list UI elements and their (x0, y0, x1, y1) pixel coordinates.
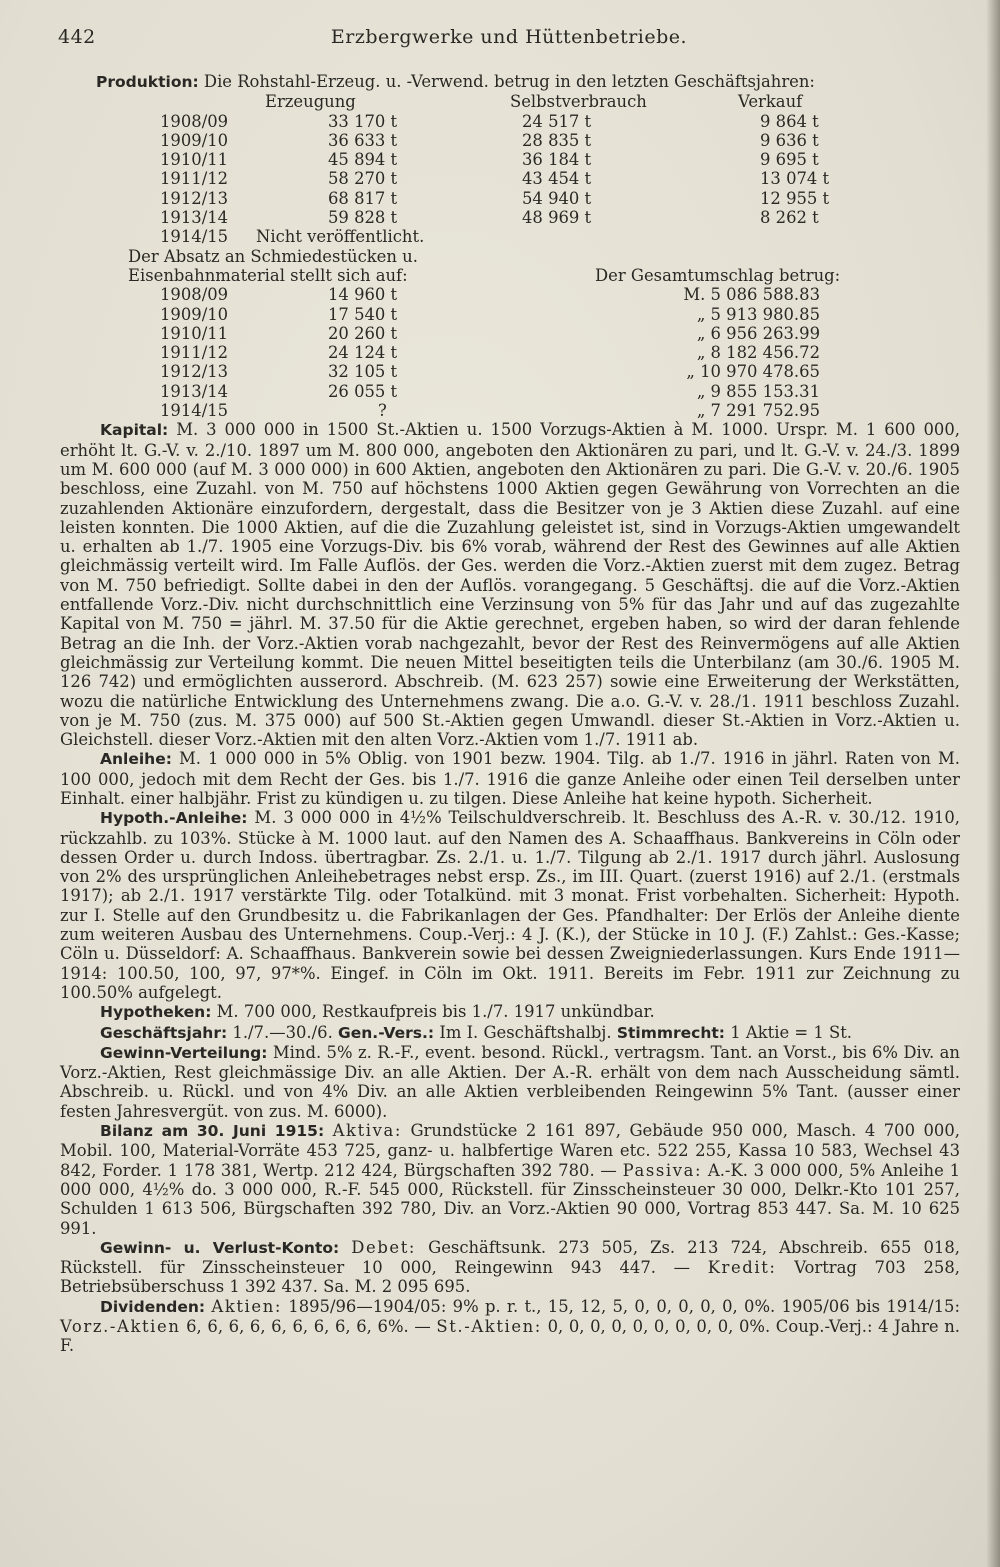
absatz-intro-line1: Der Absatz an Schmiedestücken u. (128, 246, 418, 266)
table-row (60, 189, 960, 208)
hypoth-anleihe-paragraph (60, 808, 960, 1002)
table-row (60, 112, 960, 131)
produktion-table (60, 112, 960, 247)
table-cell: „ 7 291 752.95 (696, 401, 820, 421)
table-cell: ? (378, 401, 387, 421)
table-row (60, 382, 960, 401)
table-row (60, 362, 960, 381)
hypotheken-label: Hypotheken: (100, 1003, 212, 1022)
table-cell: 1908/09 (160, 111, 229, 131)
table-cell: „ 9 855 153.31 (696, 381, 820, 401)
table-row (60, 266, 960, 285)
table-cell: 8 262 t (760, 208, 819, 228)
table-cell: 1914/15 (160, 401, 229, 421)
table-cell: 48 969 t (522, 208, 592, 228)
table-cell: 68 817 t (328, 188, 398, 208)
column-header: Selbstverbrauch (510, 92, 647, 112)
table-cell: 1911/12 (160, 343, 229, 363)
produktion-label: Produktion: (96, 73, 199, 91)
table-cell: 1909/10 (160, 304, 229, 324)
umschlag-intro: Der Gesamtumschlag betrug: (595, 265, 841, 285)
table-cell: 36 184 t (522, 150, 592, 170)
table-cell: 28 835 t (522, 130, 592, 150)
dividenden-aktien-label: Aktien: (211, 1296, 282, 1316)
page-header (58, 26, 960, 54)
anleihe-label: Anleihe: (100, 750, 172, 769)
gewinn-verteilung-paragraph (60, 1043, 960, 1121)
produktion-table-header (60, 92, 960, 111)
bilanz-paragraph (60, 1121, 960, 1238)
dividenden-vorz-text: 6, 6, 6, 6, 6, 6, 6, 6, 6, 6%. — (186, 1317, 431, 1336)
column-header: Verkauf (738, 92, 803, 112)
geschaeftsjahr-value: 1./7.—30./6. (232, 1022, 333, 1042)
table-cell: 54 940 t (522, 188, 592, 208)
table-cell: Nicht veröffentlicht. (256, 227, 425, 247)
dividenden-st-label: St.-Aktien: (436, 1317, 542, 1336)
bilanz-label: Bilanz am 30. Juni 1915: (100, 1122, 325, 1141)
table-cell: 14 960 t (328, 285, 398, 305)
table-row (60, 247, 960, 266)
table-row (60, 401, 960, 420)
table-row (60, 131, 960, 150)
table-row (60, 343, 960, 362)
table-cell: 9 636 t (760, 130, 819, 150)
dividenden-vorz-label: Vorz.-Aktien (60, 1317, 181, 1336)
anleihe-paragraph (60, 749, 960, 808)
table-cell: 26 055 t (328, 381, 398, 401)
table-cell: 1911/12 (160, 169, 229, 189)
table-cell: 1909/10 (160, 130, 229, 150)
table-cell: 20 260 t (328, 323, 398, 343)
table-row (60, 169, 960, 188)
hypotheken-paragraph (60, 1002, 960, 1022)
kredit-text: Vortrag 703 258, Betriebsüberschuss 1 392 437. Sa. M. 2 095 695. (60, 1258, 960, 1297)
table-row (60, 285, 960, 304)
table-cell: 12 955 t (760, 188, 830, 208)
debet-text: Geschäftsunk. 273 505, Zs. 213 724, Abschreib. 655 018, Rückstell. für Zinsscheinsteuer 10 000, Reingewinn 943 447. — (60, 1237, 960, 1278)
kapital-text: M. 3 000 000 in 1500 St.-Aktien u. 1500 Vorzugs-Aktien à M. 1000. Urspr. M. 1 600 000, erhöht lt. G.-V. v. 2./10. 1897 um M. 800 000, angeboten den Aktionären zu pari, und lt. G.-V. v. 24./3. 1899 um M. 600 000 (auf M. 3 000 000) in 600 Aktien, angeboten den Aktionären zu pari. Die G.-V. v. 20./6. 1905 beschloss, eine Zuzahl. von M. 750 auf höchstens 1000 Aktien gegen Gewährung von Vorrechten an die zuzahlenden Aktionäre einzufordern, dergestalt, dass die Besitzer von je 3 Aktien diese Zuzahl. auf eine leisten konnten. Die 1000 Aktien, auf die die Zuzahlung geleistet ist, sind in Vorzugs-Aktien umgewandelt u. erhalten ab 1./7. 1905 eine Vorzugs-Div. bis 6% vorab, während der Rest des Gewinnes auf alle Aktien gleichmässig verteilt wird. Im Falle Auflös. der Ges. werden die Vorz.-Aktien zuerst mit dem zugez. Betrag von M. 750 befriedigt. Sollte dabei in den der Auflös. vorangegang. 5 Geschäftsj. die auf die Vorz.-Aktien entfallende Vorz.-Div. nicht durchschnittlich eine Verzinsung von 5% für das Jahr und auf das zugezahlte Kapital von M. 750 = jährl. M. 37.50 für die Aktie gerechnet, ergeben haben, so wird der daran fehlende Betrag an die Inh. der Vorz.-Aktien vorab nachgezahlt, bevor der Rest des Reinvermögens auf alle Aktien gleichmässig zur Verteilung kommt. Die neuen Mittel beseitigten teils die Unterbilanz (am 30./6. 1905 M. 126 742) und ermöglichten ausserord. Abschreib. (M. 623 257) sowie eine Erweiterung der Werkstätten, wozu die natürliche Entwicklung des Unternehmens zwang. Die a.o. G.-V. v. 28./1. 1911 beschloss Zuzahl. von je M. 750 (zus. M. 375 000) auf 500 St.-Aktien gegen Umwandl. dieser St.-Aktien in Vorz.-Aktien u. Gleichstell. dieser Vorz.-Aktien mit den alten Vorz.-Aktien vom 1./7. 1911 ab. (60, 420, 960, 750)
gewinn-verlust-paragraph (60, 1238, 960, 1297)
table-cell: 17 540 t (328, 304, 398, 324)
table-cell: 1912/13 (160, 188, 229, 208)
table-cell: „ 8 182 456.72 (696, 343, 820, 363)
table-row (60, 150, 960, 169)
passiva-text: A.-K. 3 000 000, 5% Anleihe 1 000 000, 4½% do. 3 000 000, R.-F. 545 000, Rückstell. für Zinsscheinsteuer 30 000, Delkr.-Kto 101 257, Schulden 1 613 506, Bürgschaften 392 780, Div. an Vorz.-Aktien 90 000, Vortrag 853 447. Sa. M. 10 625 991. (60, 1160, 961, 1238)
gen-vers-label: Gen.-Vers.: (338, 1023, 435, 1042)
table-cell: M. 5 086 588.83 (683, 285, 820, 305)
table-cell: 1913/14 (160, 208, 229, 228)
page-number: 442 (58, 26, 96, 48)
table-cell: 45 894 t (328, 150, 398, 170)
kapital-paragraph (60, 420, 960, 749)
produktion-intro (60, 72, 960, 92)
table-cell: 24 124 t (328, 343, 398, 363)
hypotheken-text: M. 700 000, Restkaufpreis bis 1./7. 1917 unkündbar. (216, 1002, 655, 1022)
gen-vers-value: Im I. Geschäftshalbj. (439, 1022, 612, 1042)
table-cell: „ 6 956 263.99 (696, 323, 820, 343)
stimmrecht-label: Stimmrecht: (616, 1023, 726, 1042)
gewinn-verteilung-text: Mind. 5% z. R.-F., event. besond. Rückl., vertragsm. Tant. an Vorst., bis 6% Div. an Vorz.-Aktien, Rest gleichmässige Div. an alle Aktien. Der A.-R. erhält von dem nach Ausscheidung sämtl. Abschreib. u. Rückl. und von 4% Div. an alle Aktien verbleibenden Reingewinn 5% Tant. (ausser einer festen Jahresvergüt. von zus. M. 6000). (60, 1042, 960, 1121)
table-cell: 36 633 t (328, 130, 398, 150)
dividenden-aktien-text: 1895/96—1904/05: 9% p. r. t., 15, 12, 5, 0, 0, 0, 0, 0, 0%. 1905/06 bis 1914/15: (288, 1296, 960, 1316)
anleihe-text: M. 1 000 000 in 5% Oblig. von 1901 bezw. 1904. Tilg. ab 1./7. 1916 in jährl. Raten von M. 100 000, jedoch mit dem Recht der Ges. bis 1./7. 1916 die ganze Anleihe oder einen Teil derselben unter Einhalt. einer halbjähr. Frist zu kündigen u. zu tilgen. Diese Anleihe hat keine hypoth. Sicherheit. (60, 749, 960, 808)
table-cell: 1910/11 (160, 150, 229, 170)
gewinn-verlust-label: Gewinn- u. Verlust-Konto: (100, 1238, 340, 1257)
page-content (60, 72, 960, 1356)
dividenden-paragraph (60, 1297, 960, 1356)
produktion-intro-text: Die Rohstahl-Erzeug. u. -Verwend. betrug in den letzten Geschäftsjahren: (203, 72, 815, 91)
aktiva-label: Aktiva: (332, 1121, 402, 1141)
table-row (60, 324, 960, 343)
table-cell: 9 864 t (760, 111, 819, 131)
kapital-label: Kapital: (100, 421, 169, 440)
geschaeftsjahr-paragraph (60, 1023, 960, 1043)
table-cell: 1908/09 (160, 285, 229, 305)
debet-label: Debet: (351, 1237, 417, 1257)
hypoth-anleihe-label: Hypoth.-Anleihe: (100, 809, 248, 828)
table-row (60, 208, 960, 227)
table-cell: 24 517 t (522, 111, 592, 131)
geschaeftsjahr-label: Geschäftsjahr: (100, 1023, 228, 1042)
dividenden-st-text: 0, 0, 0, 0, 0, 0, 0, 0, 0, 0%. Coup.-Verj.: 4 Jahre n. F. (60, 1317, 961, 1356)
table-cell: 1912/13 (160, 362, 229, 382)
table-cell: 1914/15 (160, 227, 229, 247)
table-cell: 13 074 t (760, 169, 830, 189)
dividenden-label: Dividenden: (100, 1297, 206, 1316)
table-cell: 1910/11 (160, 323, 229, 343)
absatz-intro-line2: Eisenbahnmaterial stellt sich auf: (128, 265, 408, 285)
table-cell: 58 270 t (328, 169, 398, 189)
stimmrecht-value: 1 Aktie = 1 St. (730, 1022, 852, 1042)
running-title: Erzbergwerke und Hüttenbetriebe. (330, 26, 688, 48)
column-header: Erzeugung (265, 92, 356, 112)
table-cell: „ 10 970 478.65 (686, 362, 820, 382)
table-cell: 9 695 t (760, 150, 819, 170)
page-edge-shadow (986, 0, 1000, 1567)
table-cell: 43 454 t (522, 169, 592, 189)
passiva-label: Passiva: (622, 1160, 703, 1180)
table-row (60, 227, 960, 246)
table-row (60, 305, 960, 324)
table-cell: 59 828 t (328, 208, 398, 228)
kredit-label: Kredit: (707, 1258, 777, 1278)
gewinn-verteilung-label: Gewinn-Verteilung: (100, 1043, 268, 1062)
hypoth-anleihe-text: M. 3 000 000 in 4½% Teilschuldverschreib. lt. Beschluss des A.-R. v. 30./12. 1910, rückzahlb. zu 103%. Stücke à M. 1000 laut. auf den Namen des A. Schaaffhaus. Bankvereins in Cöln oder dessen Order u. durch Indoss. übertragbar. Zs. 2./1. u. 1./7. Tilgung ab 2./1. 1917 durch jährl. Auslosung von 2% des ursprünglichen Anleihebetrages nebst ersp. Zs., im III. Quart. (zuerst 1916) auf 2./1. (erstmals 1917); ab 2./1. 1917 verstärkte Tilg. oder Totalkünd. mit 3 monat. Frist vorbehalten. Sicherheit: Hypoth. zur I. Stelle auf den Grundbesitz u. die Fabrikanlagen der Ges. Pfandhalter: Der Erlös der Anleihe diente zum weiteren Ausbau des Unternehmens. Coup.-Verj.: 4 J. (K.), der Stücke in 10 J. (F.) Zahlst.: Ges.-Kasse; Cöln u. Düsseldorf: A. Schaaffhaus. Bankverein sowie bei dessen Zweigniederlassungen. Kurs Ende 1911—1914: 100.50, 100, 97, 97*%. Eingef. in Cöln im Okt. 1911. Bereits im Febr. 1911 zur Zeichnung zu 100.50% aufgelegt. (60, 808, 960, 1002)
table-cell: 33 170 t (328, 111, 398, 131)
absatz-table (60, 247, 960, 421)
aktiva-text: Grundstücke 2 161 897, Gebäude 950 000, Masch. 4 700 000, Mobil. 100, Material-Vorräte 453 725, ganz- u. halbfertige Waren etc. 522 255, Kassa 10 583, Wechsel 43 842, Forder. 1 178 381, Wertp. 212 424, Bürgschaften 392 780. — (60, 1121, 960, 1180)
table-cell: „ 5 913 980.85 (696, 304, 820, 324)
table-cell: 32 105 t (328, 362, 398, 382)
table-cell: 1913/14 (160, 381, 229, 401)
